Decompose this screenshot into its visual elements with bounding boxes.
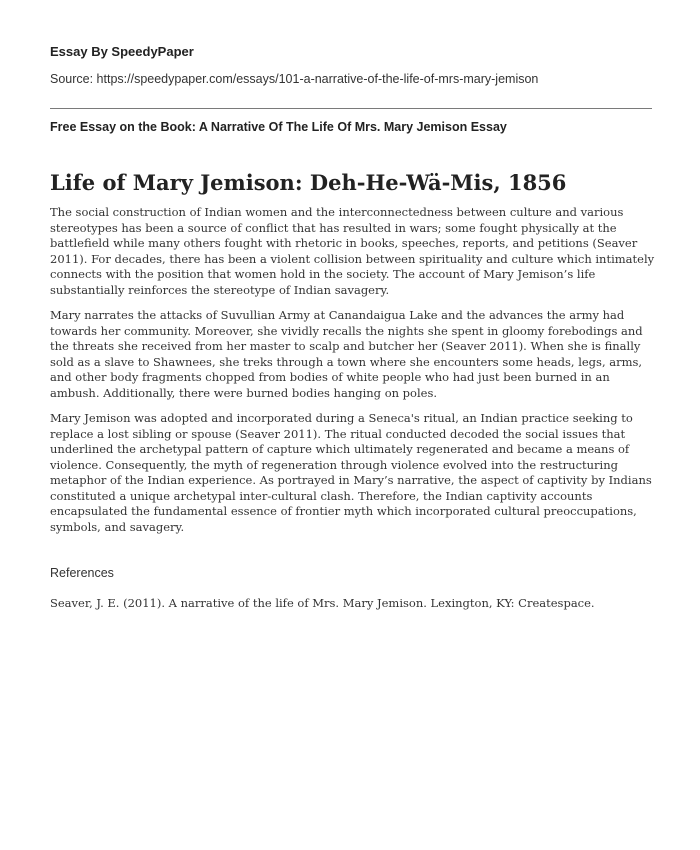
document-subtitle: Free Essay on the Book: A Narrative Of The Life Of Mrs. Mary Jemison Essay (50, 120, 507, 134)
references-heading: References (50, 566, 114, 580)
header-divider (50, 108, 652, 109)
essay-paragraph: Mary narrates the attacks of Suvullian Army at Canandaigua Lake and the advances the army had towards her community. Moreover, she vividly recalls the nights she spent in gloomy forebodings and the threats she received from her master to scalp and butcher her (Seaver 2011). When she is finally sold as a slave to Shawnees, she treks through a town where she encounters some heads, legs, arms, and other body fragments chopped from bodies of white people who had just been burned in an ambush. Additionally, there were burned bodies hanging on poles. (50, 308, 643, 400)
document-title: Life of Mary Jemison: Deh-He-Wä-Mis, 1856 (50, 170, 567, 195)
header-brand: Essay By SpeedyPaper (50, 44, 194, 59)
essay-paragraph: Mary Jemison was adopted and incorporated during a Seneca's ritual, an Indian practice seeking to replace a lost sibling or spouse (Seaver 2011). The ritual conducted decoded the social issues that underlined the archetypal pattern of capture which ultimately regenerated and became a means of violence. Consequently, the myth of regeneration through violence evolved into the restructuring metaphor of the Indian experience. As portrayed in Mary’s narrative, the aspect of captivity by Indians constituted a unique archetypal inter-cultural clash. Therefore, the Indian captivity accounts encapsulated the fundamental essence of frontier myth which incorporated cultural preoccupations, symbols, and savagery. (50, 411, 652, 534)
header-source-url: Source: https://speedypaper.com/essays/101-a-narrative-of-the-life-of-mrs-mary-jemison (50, 72, 539, 86)
essay-body (50, 205, 655, 545)
essay-paragraph: The social construction of Indian women and the interconnectedness between culture and various stereotypes has been a source of conflict that has resulted in wars; some fought physically at the battlefield while many others fought with rhetoric in books, speeches, reports, and petitions (Seaver 2011). For decades, there has been a violent collision between spirituality and culture which intimately connects with the position that women hold in the society. The account of Mary Jemison’s life substantially reinforces the stereotype of Indian savagery. (50, 205, 655, 297)
reference-entry: Seaver, J. E. (2011). A narrative of the life of Mrs. Mary Jemison. Lexington, KY: Createspace. (50, 596, 595, 610)
